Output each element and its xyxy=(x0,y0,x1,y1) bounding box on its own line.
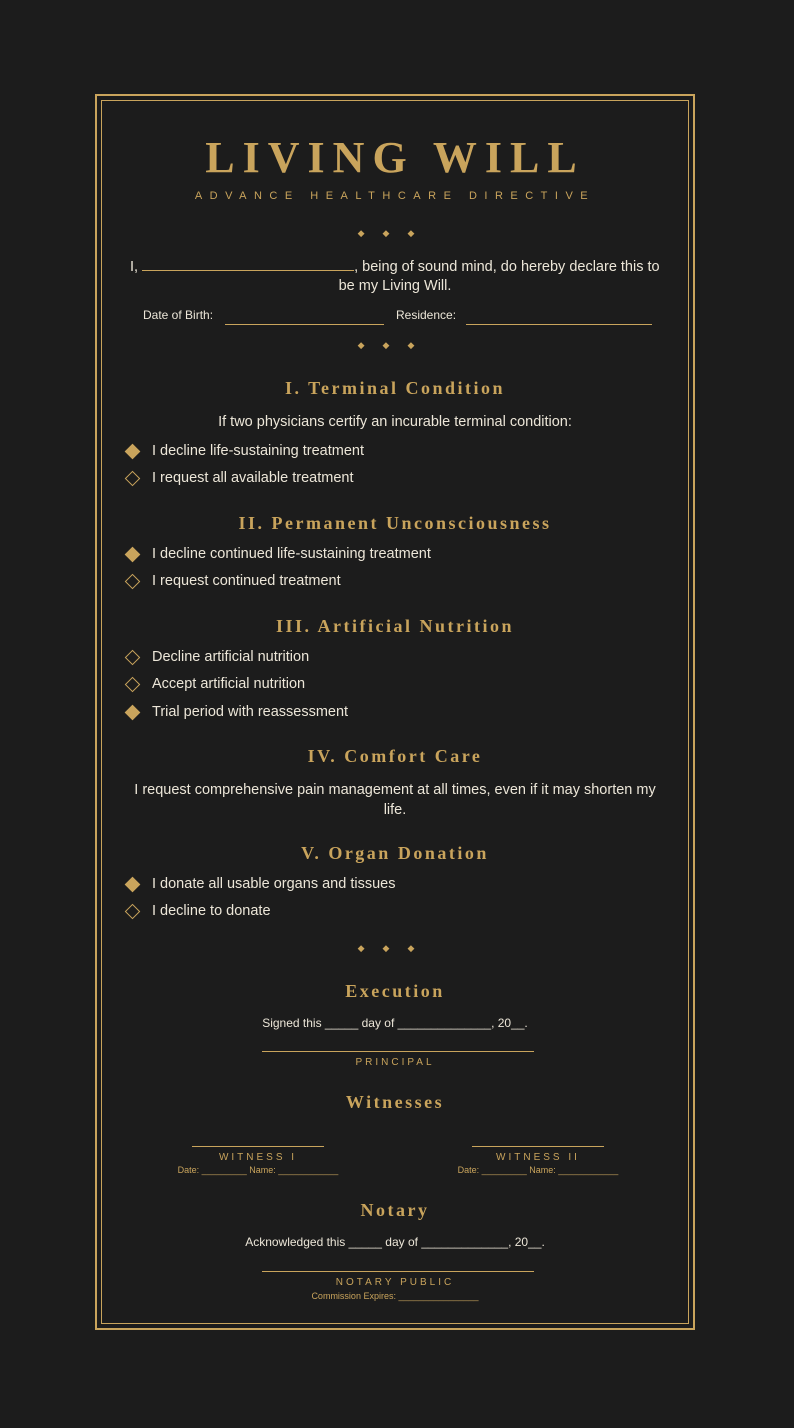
document-title: LIVING WILL xyxy=(205,133,585,182)
document-subtitle: ADVANCE HEALTHCARE DIRECTIVE xyxy=(194,190,596,202)
witness-2-signature-line[interactable] xyxy=(472,1146,604,1147)
option-label: I decline continued life-sustaining treatment xyxy=(152,546,431,562)
option-label: I request continued treatment xyxy=(152,573,341,589)
principal-label: PRINCIPAL xyxy=(355,1057,435,1068)
witness-1-label: WITNESS I xyxy=(218,1152,298,1163)
ornament-divider xyxy=(97,943,693,954)
section-organ-title: V. Organ Donation xyxy=(301,843,489,863)
option-label: I request all available treatment xyxy=(152,470,354,486)
witness-2-detail: Date: _________ Name: ____________ xyxy=(457,1165,619,1175)
option-label: Accept artificial nutrition xyxy=(152,676,306,692)
residence-blank[interactable] xyxy=(466,324,652,325)
witness-1-signature-line[interactable] xyxy=(192,1146,324,1147)
residence-label: Residence: xyxy=(396,308,457,322)
notary-signature-line[interactable] xyxy=(262,1271,534,1272)
ornament-glyphs: ◆◆◆ xyxy=(357,943,433,953)
witnesses-title: Witnesses xyxy=(345,1092,445,1112)
section-terminal-title: I. Terminal Condition xyxy=(284,378,506,398)
ornament-glyphs: ◆◆◆ xyxy=(357,340,433,350)
execution-title: Execution xyxy=(345,981,445,1001)
section-comfort-line-1: I request comprehensive pain management at all times, even if it may shorten my xyxy=(134,782,656,798)
option-label: I donate all usable organs and tissues xyxy=(152,876,396,892)
witness-2-label: WITNESS II xyxy=(496,1152,580,1163)
section-terminal-intro: If two physicians certify an incurable terminal condition: xyxy=(218,414,572,430)
dob-label: Date of Birth: xyxy=(143,308,214,322)
notary-commission: Commission Expires: ________________ xyxy=(311,1291,479,1301)
declaration-suffix: , being of sound mind, do hereby declare this to xyxy=(354,259,660,275)
principal-signature-line[interactable] xyxy=(262,1051,534,1052)
section-unconscious-title: II. Permanent Unconsciousness xyxy=(238,513,552,533)
section-comfort-title: IV. Comfort Care xyxy=(307,746,483,766)
notary-ack-line: Acknowledged this _____ day of _____________, 20__. xyxy=(245,1235,545,1249)
section-comfort-line-2: life. xyxy=(383,802,407,818)
notary-label: NOTARY PUBLIC xyxy=(335,1277,455,1288)
witness-1-detail: Date: _________ Name: ____________ xyxy=(177,1165,339,1175)
declaration-prefix: I, xyxy=(130,259,139,275)
notary-title: Notary xyxy=(360,1200,430,1220)
execution-signed-line: Signed this _____ day of ______________, 20__. xyxy=(262,1016,528,1030)
declaration-line-2: be my Living Will. xyxy=(338,278,452,294)
ornament-divider xyxy=(97,228,693,239)
option-label: I decline to donate xyxy=(152,903,271,919)
declaration-line-1 xyxy=(130,256,660,277)
ornament-divider xyxy=(97,340,693,351)
declarant-name-blank[interactable] xyxy=(142,256,354,271)
ornament-glyphs: ◆◆◆ xyxy=(357,228,433,238)
document-border xyxy=(95,94,695,1330)
dob-blank[interactable] xyxy=(225,324,384,325)
option-label: Decline artificial nutrition xyxy=(152,649,310,665)
option-label: I decline life-sustaining treatment xyxy=(152,443,364,459)
section-nutrition-title: III. Artificial Nutrition xyxy=(276,616,514,636)
option-label: Trial period with reassessment xyxy=(152,704,349,720)
